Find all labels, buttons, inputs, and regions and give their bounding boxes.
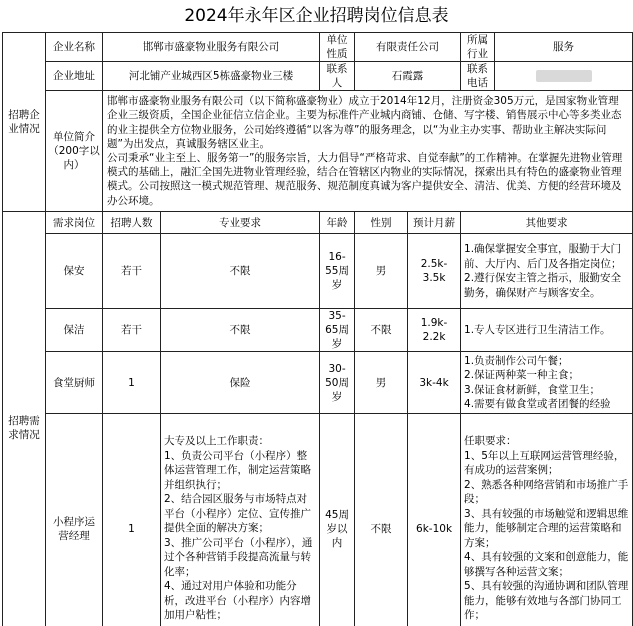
header-other: 其他要求 xyxy=(461,212,633,234)
job-major: 不限 xyxy=(161,309,320,352)
table-row xyxy=(3,414,633,626)
job-salary: 3k-4k xyxy=(408,352,461,414)
intro-label: 单位简介（200字以内） xyxy=(46,91,103,212)
contact-person: 石霞露 xyxy=(355,62,461,91)
job-gender: 男 xyxy=(355,234,408,309)
jobs-header-row xyxy=(3,212,633,234)
header-major: 专业要求 xyxy=(161,212,320,234)
table-row xyxy=(3,309,633,352)
job-other: 1.确保掌握安全事宜，服勤于大门前、大厅内、后门及各指定岗位； 2.遵行保安主管之指示，服勤安全勤务，确保财产与顾客安全。 xyxy=(461,234,633,309)
phone-label: 联系电话 xyxy=(461,62,495,91)
job-salary: 1.9k-2.2k xyxy=(408,309,461,352)
job-age: 35-65周岁 xyxy=(320,309,355,352)
job-count: 1 xyxy=(103,352,161,414)
header-age: 年龄 xyxy=(320,212,355,234)
job-major: 大专及以上工作职责： 1、负责公司平台（小程序）整体运营管理工作，制定运营策略并组织执行； 2、结合园区服务与市场特点对平台（小程序）定位、宣传推广提供全面的解决方案； 3、推广公司平台（小程序），通过个各种营销手段提高流量与转化率； 4、通过对用户体验和功能分析，改进平台（小程序）内容增加用户粘性； xyxy=(161,414,320,626)
job-position: 小程序运营经理 xyxy=(46,414,103,626)
contact-label: 联系人 xyxy=(320,62,355,91)
company-nature-label: 单位性质 xyxy=(320,33,355,62)
company-intro: 邯郸市盛豪物业服务有限公司（以下简称盛豪物业）成立于2014年12月，注册资金305万元，是国家物业管理企业三级资质，全国企业征信立信企业。主要为标准件产业城内商铺、仓储、写字楼、销售展示中心等多类业态的业主提供全方位物业服务，公司始终遵循“以客为尊”的服务理念，以“为业主办实事、帮助业主解决实际问题”为出发点，真诚服务辖区业主。 公司秉承“业主至上、服务第一”的服务宗旨，大力倡导“严格苛求、自觉奉献”的工作精神。在掌握先进物业管理模式的基础上，融汇全国先进物业管理经验，结合在管辖区内物业的实际情况，探索出具有特色的盛豪物业管理模式。公司按照这一模式规范管理、规范服务、规范制度真诚为客户提供安全、清洁、优美、方便的经营环境及办公环境。 xyxy=(103,91,633,212)
jobs-section-label: 招聘需求情况 xyxy=(3,212,46,626)
job-other: 任职要求： 1、5年以上互联网运营管理经验，有成功的运营案例； 2、熟悉各种网络营销和市场推广手段； 3、具有较强的市场触觉和逻辑思维能力，能够制定合理的运营策略和方案； 4、具有较强的文案和创意能力，能够撰写各种运营文案； 5、具有较强的沟通协调和团队管理能力，能够有效地与各部门协同工作； xyxy=(461,414,633,626)
header-count: 招聘人数 xyxy=(103,212,161,234)
job-age: 45周岁以内 xyxy=(320,414,355,626)
header-salary: 预计月薪 xyxy=(408,212,461,234)
job-other: 1.专人专区进行卫生清洁工作。 xyxy=(461,309,633,352)
industry-value: 服务 xyxy=(495,33,633,62)
job-gender: 不限 xyxy=(355,414,408,626)
job-count: 1 xyxy=(103,414,161,626)
job-major: 保险 xyxy=(161,352,320,414)
phone-value xyxy=(495,62,633,91)
company-address-row xyxy=(3,62,633,91)
job-gender: 不限 xyxy=(355,309,408,352)
job-other: 1.负责制作公司午餐； 2.保证两种菜一种主食； 3.保证食材新鲜，食堂卫生； 4.需要有做食堂或者团餐的经验 xyxy=(461,352,633,414)
industry-label: 所属行业 xyxy=(461,33,495,62)
company-nature: 有限责任公司 xyxy=(355,33,461,62)
job-position: 保安 xyxy=(46,234,103,309)
company-name: 邯郸市盛豪物业服务有限公司 xyxy=(103,33,320,62)
job-gender: 男 xyxy=(355,352,408,414)
recruitment-table xyxy=(2,32,633,626)
job-salary: 2.5k-3.5k xyxy=(408,234,461,309)
page-title: 2024年永年区企业招聘岗位信息表 xyxy=(184,6,449,26)
company-section-label: 招聘企业情况 xyxy=(3,33,46,212)
header-gender: 性别 xyxy=(355,212,408,234)
job-position: 食堂厨师 xyxy=(46,352,103,414)
table-row xyxy=(3,234,633,309)
job-count: 若干 xyxy=(103,234,161,309)
job-major: 不限 xyxy=(161,234,320,309)
redacted-phone xyxy=(536,70,592,82)
address-label: 企业地址 xyxy=(46,62,103,91)
job-position: 保洁 xyxy=(46,309,103,352)
company-name-label: 企业名称 xyxy=(46,33,103,62)
job-count: 若干 xyxy=(103,309,161,352)
job-age: 16-55周岁 xyxy=(320,234,355,309)
header-position: 需求岗位 xyxy=(46,212,103,234)
table-row xyxy=(3,352,633,414)
job-salary: 6k-10k xyxy=(408,414,461,626)
company-intro-row xyxy=(3,91,633,212)
company-name-row xyxy=(3,33,633,62)
job-age: 30-50周岁 xyxy=(320,352,355,414)
company-address: 河北铺产业城西区5栋盛豪物业三楼 xyxy=(103,62,320,91)
